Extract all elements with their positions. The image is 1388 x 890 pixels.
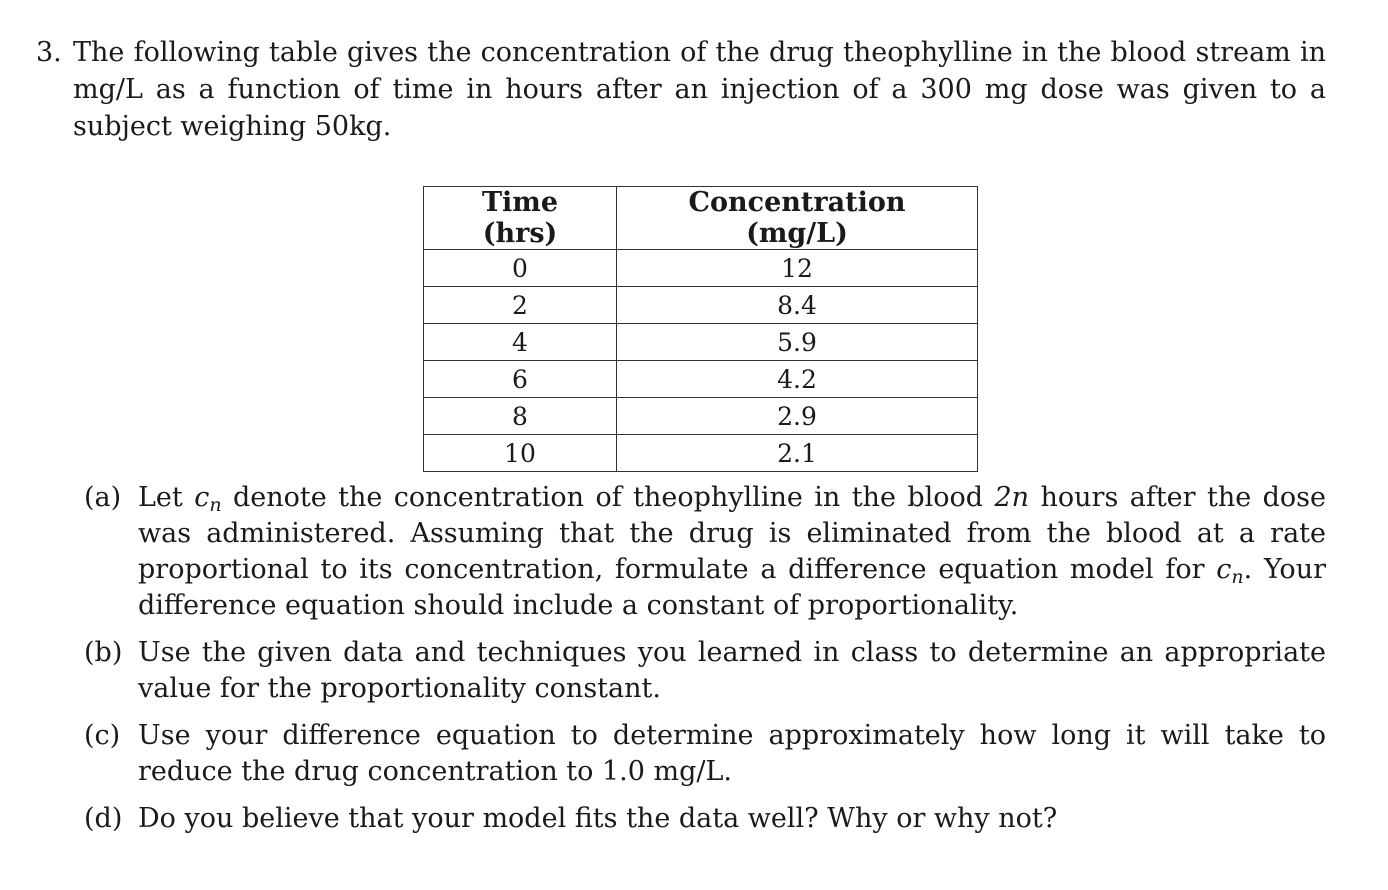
cell-time: 0: [424, 250, 617, 287]
part-c-text: Use your difference equation to determine approximately how long it will take to reduce the drug concentration to 1.0 mg/L.: [138, 720, 1326, 787]
math-n-subscript: n: [209, 494, 222, 516]
part-b: [84, 635, 1326, 707]
part-a-label: (a): [84, 482, 122, 513]
problem-3: [36, 34, 1326, 145]
part-a-text-3: hours after the dose was administered. Assuming that the drug is eliminated from the blood at a rate proportional to its concentration, formulate a difference equation model for: [138, 482, 1327, 585]
math-c: c: [194, 482, 210, 513]
table-row: [424, 250, 978, 287]
part-c: [84, 718, 1326, 790]
part-d-text: Do you believe that your model fits the data well? Why or why not?: [138, 803, 1058, 834]
part-a: [84, 480, 1326, 624]
part-c-label: (c): [84, 720, 121, 751]
problem-intro: The following table gives the concentration of the drug theophylline in the blood stream in mg/L as a function of time in hours after an injection of a 300 mg dose was given to a subject weighing 50kg.: [73, 37, 1326, 142]
header-concentration: Concentration (mg/L): [617, 187, 978, 250]
part-a-text-2: denote the concentration of theophylline in the blood: [221, 482, 995, 513]
problem-number: 3.: [36, 37, 62, 68]
table-row: [424, 324, 978, 361]
header-time: Time (hrs): [424, 187, 617, 250]
math-c: c: [1216, 554, 1232, 585]
cell-concentration: 12: [617, 250, 978, 287]
part-b-text: Use the given data and techniques you learned in class to determine an appropriate value for the proportionality constant.: [138, 637, 1326, 704]
cell-concentration: 8.4: [617, 287, 978, 324]
table-row: [424, 287, 978, 324]
math-2n: 2n: [994, 482, 1030, 513]
concentration-table: [423, 186, 978, 472]
table-header-row: [424, 187, 978, 250]
cell-time: 10: [424, 435, 617, 472]
table-row: [424, 398, 978, 435]
part-a-text-4: . Your difference equation should include a constant of proportionality.: [138, 554, 1326, 621]
cell-concentration: 4.2: [617, 361, 978, 398]
cell-time: 2: [424, 287, 617, 324]
table-row: [424, 435, 978, 472]
part-d: [84, 801, 1326, 837]
math-n-subscript: n: [1231, 566, 1244, 588]
cell-concentration: 2.1: [617, 435, 978, 472]
cell-concentration: 5.9: [617, 324, 978, 361]
problem-parts: [84, 480, 1326, 848]
cell-concentration: 2.9: [617, 398, 978, 435]
part-d-label: (d): [84, 803, 123, 834]
cell-time: 4: [424, 324, 617, 361]
table-row: [424, 361, 978, 398]
part-b-label: (b): [84, 637, 123, 668]
cell-time: 6: [424, 361, 617, 398]
data-table-container: [423, 186, 978, 472]
part-a-text-1: Let: [138, 482, 195, 513]
cell-time: 8: [424, 398, 617, 435]
